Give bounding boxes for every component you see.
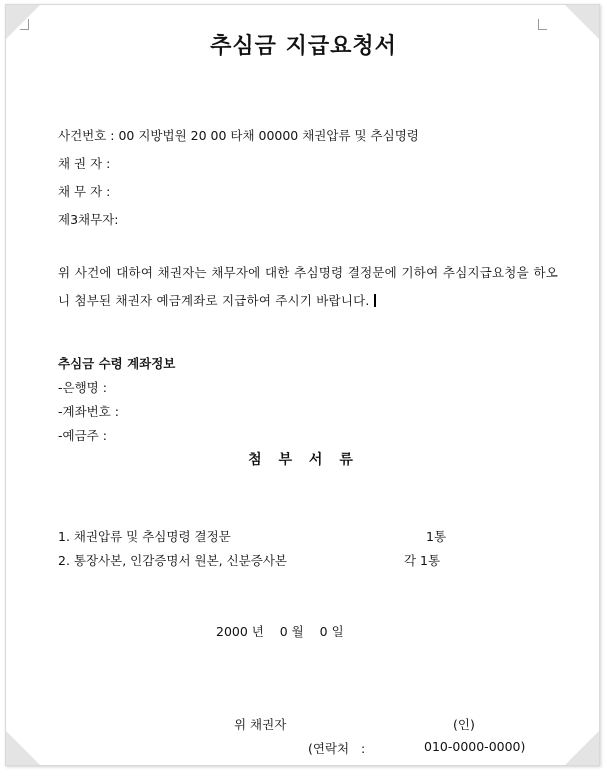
document-page [5,4,600,766]
attachment-item-2: 2. 통장사본, 인감증명서 원본, 신분증사본 [58,553,287,568]
request-text: 위 사건에 대하여 채권자는 채무자에 대한 추심명령 결정문에 기하여 추심지급요청을 하오니 첨부된 채권자 예금계좌로 지급하여 주시기 바랍니다. [58,265,558,308]
text-cursor [374,294,376,307]
request-paragraph[interactable] [58,259,558,315]
case-number: 사건번호 : 00 지방법원 20 00 타채 00000 채권압류 및 추심명령 [58,128,419,143]
bank-name-line: -은행명 : [58,380,107,395]
attachment-count-2: 각 1통 [404,553,441,568]
contact-phone: 010-0000-0000) [424,739,526,754]
document-title: 추심금 지급요청서 [210,34,397,59]
signer-line: 위 채권자 [234,717,287,732]
account-number-line: -계좌번호 : [58,404,119,419]
attachments-heading: 첨 부 서 류 [248,452,359,468]
creditor-line: 채 권 자 : [58,156,111,171]
third-debtor-line: 제3채무자: [58,212,119,227]
debtor-line: 채 무 자 : [58,184,111,199]
account-holder-line: -예금주 : [58,428,107,443]
page-corner-fold [565,731,599,765]
attachment-item-1: 1. 채권압류 및 추심명령 결정문 [58,529,231,544]
contact-label: (연락처 : [308,741,366,756]
page-corner-fold [6,731,40,765]
account-heading: 추심금 수령 계좌정보 [58,356,176,371]
seal-mark: (인) [453,717,475,732]
attachment-count-1: 1통 [426,529,447,544]
document-date: 2000 년 0 월 0 일 [216,624,344,639]
